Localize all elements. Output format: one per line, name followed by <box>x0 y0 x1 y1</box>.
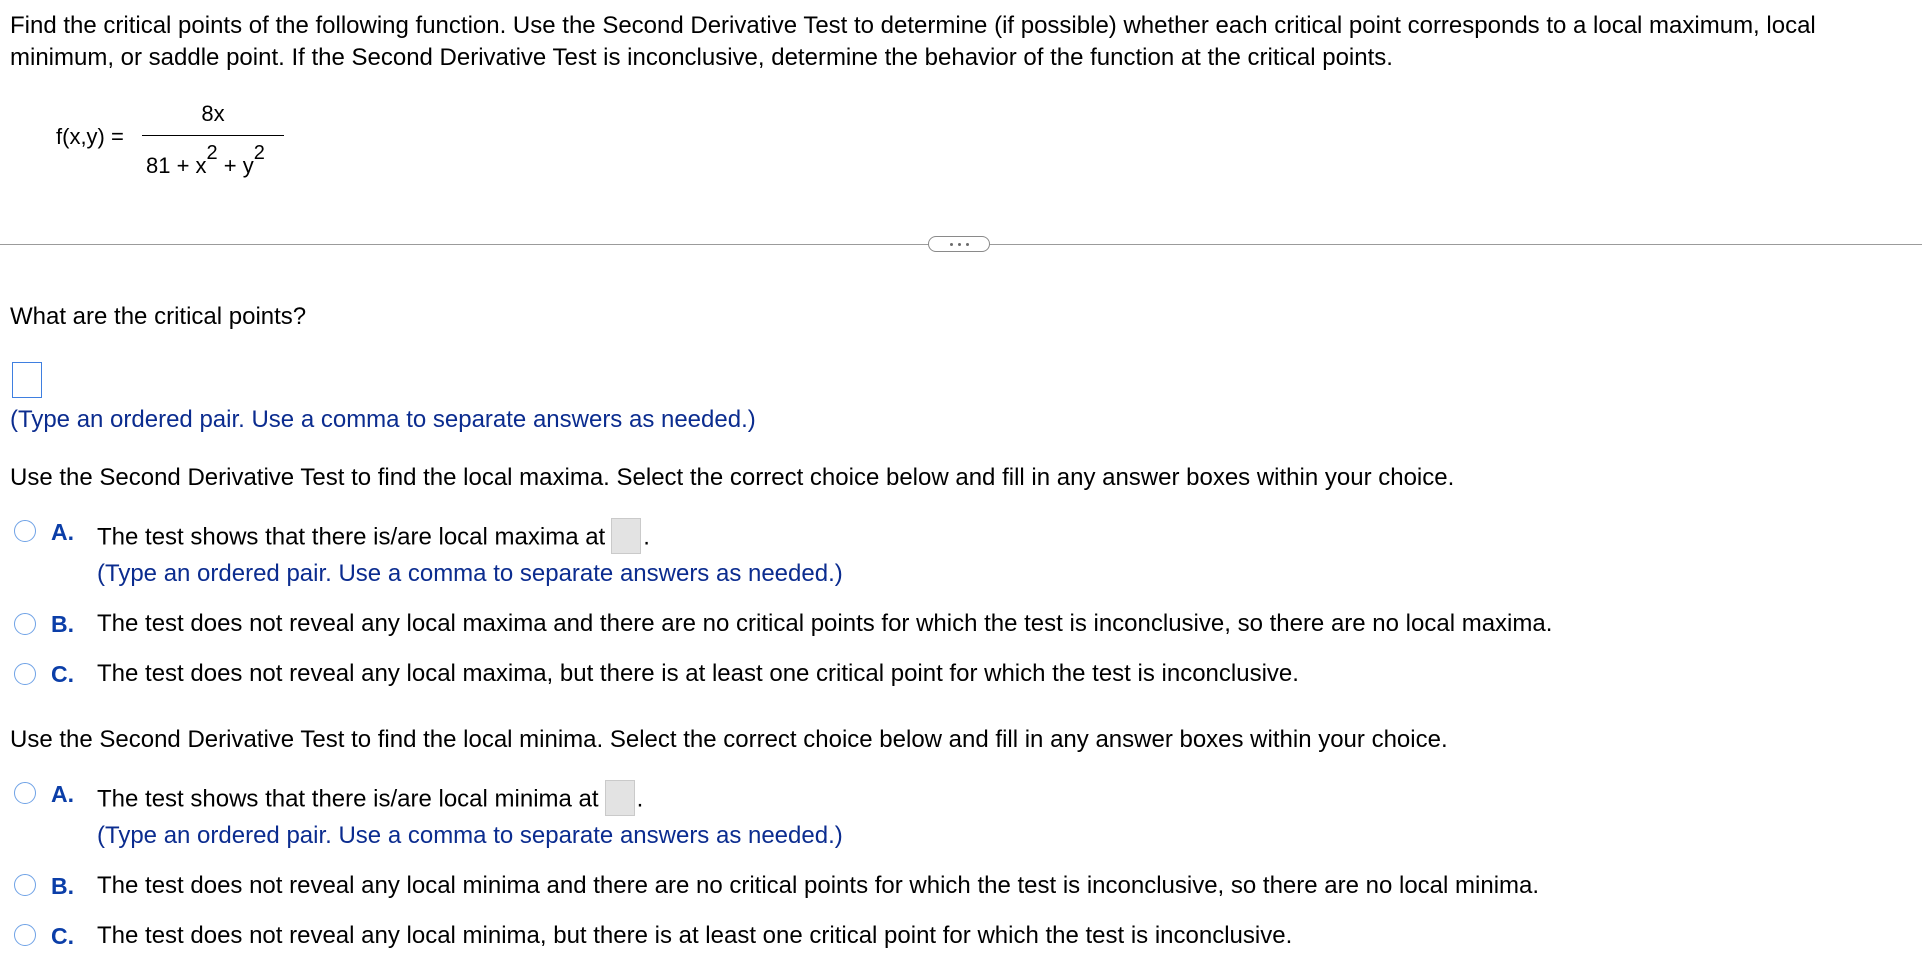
minima-choice-c-letter: C. <box>51 923 74 949</box>
maxima-instruction: Use the Second Derivative Test to find the local maxima. Select the correct choice below and fill in any answer boxes within your choice. <box>10 464 1455 491</box>
exponent-x: 2 <box>206 142 218 164</box>
problem-statement: Find the critical points of the following function. Use the Second Derivative Test to determine (if possible) whether each critical point corresponds to a local maximum, local minimum, or saddle point. If the Second Derivative Test is inconclusive, determine the behavior of the function at the critical points. <box>10 12 1816 71</box>
function-numerator: 8x <box>201 101 225 126</box>
function-denominator <box>146 142 265 180</box>
minima-choice-a-radio[interactable] <box>14 782 36 804</box>
minima-instruction: Use the Second Derivative Test to find the local minima. Select the correct choice below and fill in any answer boxes within your choice. <box>10 726 1448 753</box>
maxima-choice-a-radio[interactable] <box>14 520 36 542</box>
minima-choice-b-text: The test does not reveal any local minima and there are no critical points for which the test is inconclusive, so there are no local minima. <box>97 872 1540 899</box>
maxima-choice-b-radio[interactable] <box>14 613 36 635</box>
minima-answer-box[interactable] <box>605 780 635 816</box>
denominator-part-2: + y <box>217 153 254 178</box>
minima-choice-a-hint: (Type an ordered pair. Use a comma to separate answers as needed.) <box>97 822 843 849</box>
critical-points-hint: (Type an ordered pair. Use a comma to separate answers as needed.) <box>10 406 756 433</box>
minima-choice-a-letter: A. <box>51 781 74 807</box>
ellipsis-icon <box>950 243 953 246</box>
minima-choice-b-radio[interactable] <box>14 874 36 896</box>
maxima-choice-a-text <box>97 520 650 556</box>
minima-choice-a-period: . <box>636 785 644 813</box>
maxima-choice-a-period: . <box>643 523 650 551</box>
exponent-y: 2 <box>253 142 265 164</box>
denominator-part-1: 81 + x <box>146 153 207 178</box>
maxima-choice-c-text: The test does not reveal any local maxima, but there is at least one critical point for which the test is inconclusive. <box>97 660 1299 687</box>
function-label: f(x,y) = <box>56 124 124 149</box>
expand-button[interactable] <box>928 236 990 252</box>
minima-choice-a-label: The test shows that there is/are local minima at <box>97 785 599 813</box>
maxima-choice-b-text: The test does not reveal any local maxima and there are no critical points for which the test is inconclusive, so there are no local maxima. <box>97 610 1553 637</box>
maxima-choice-a-hint: (Type an ordered pair. Use a comma to separate answers as needed.) <box>97 560 843 587</box>
minima-choice-b-letter: B. <box>51 873 74 899</box>
ellipsis-icon <box>966 243 969 246</box>
critical-points-answer-box[interactable] <box>12 362 42 398</box>
minima-choice-a-text <box>97 782 643 818</box>
maxima-choice-a-letter: A. <box>51 519 74 545</box>
maxima-choice-c-radio[interactable] <box>14 663 36 685</box>
fraction-bar <box>142 135 284 136</box>
maxima-choice-a-label: The test shows that there is/are local maxima at <box>97 523 606 551</box>
minima-choice-c-radio[interactable] <box>14 924 36 946</box>
critical-points-question: What are the critical points? <box>10 303 307 330</box>
minima-choice-c-text: The test does not reveal any local minima, but there is at least one critical point for which the test is inconclusive. <box>97 922 1293 949</box>
ellipsis-icon <box>958 243 961 246</box>
maxima-answer-box[interactable] <box>611 518 641 554</box>
maxima-choice-b-letter: B. <box>51 611 74 637</box>
maxima-choice-c-letter: C. <box>51 661 74 687</box>
